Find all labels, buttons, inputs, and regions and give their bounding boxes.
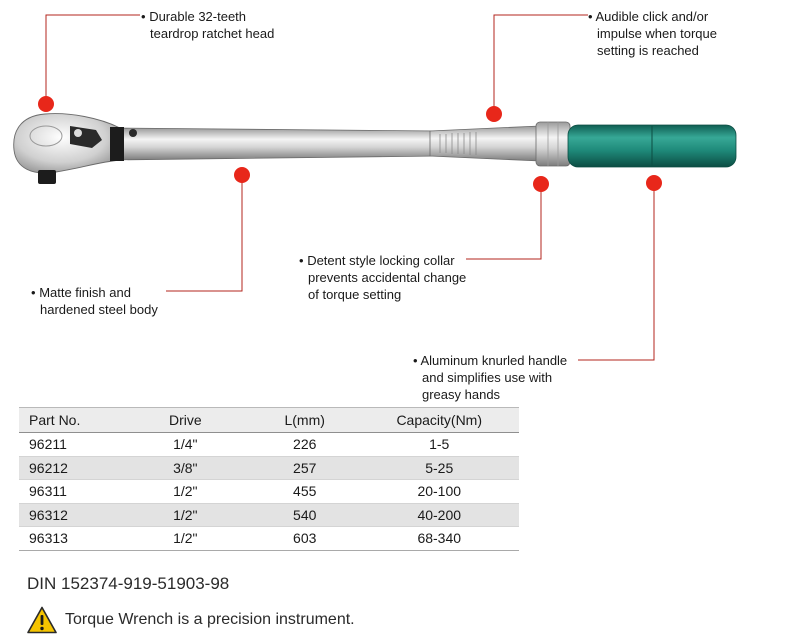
marker-audible-click (486, 106, 502, 122)
callout-line: teardrop ratchet head (150, 26, 275, 41)
header-capacity: Capacity(Nm) (396, 412, 483, 428)
callout-line: setting is reached (597, 43, 699, 58)
marker-matte-finish (234, 167, 250, 183)
header-drive: Drive (168, 412, 202, 428)
marker-ratchet-head (38, 96, 54, 112)
spec-table (19, 407, 519, 551)
warning-text: Torque Wrench is a precision instrument. (65, 611, 355, 628)
ratchet-head (14, 114, 120, 173)
header-part-no: Part No. (29, 412, 81, 428)
locking-collar (536, 122, 570, 166)
table-row (19, 503, 519, 527)
callout-line: greasy hands (422, 387, 501, 402)
bullet: • (588, 9, 593, 24)
leader-detent-collar (466, 185, 541, 259)
wrench-illustration (14, 114, 736, 184)
cell-drive: 1/2" (173, 506, 198, 523)
cell-part-no: 96311 (29, 483, 67, 500)
callout-aluminum-handle (413, 352, 567, 403)
wrench-taper (430, 126, 540, 161)
header-length: L(mm) (284, 412, 325, 428)
leader-aluminum-handle (578, 184, 654, 360)
table-row (19, 480, 519, 504)
warning-triangle-icon (27, 606, 57, 634)
cell-capacity: 68-340 (417, 530, 462, 547)
callout-line: Detent style locking collar (307, 253, 455, 268)
table-row (19, 527, 519, 551)
callout-line: Durable 32-teeth (149, 9, 247, 24)
cell-capacity: 40-200 (417, 506, 462, 523)
cell-capacity: 1-5 (429, 436, 450, 453)
cell-drive: 3/8" (173, 459, 198, 476)
table-row (19, 433, 519, 457)
callout-ratchet-head (141, 8, 274, 42)
cell-part-no: 96211 (29, 436, 67, 453)
callout-line: hardened steel body (40, 302, 158, 317)
callout-line: Matte finish and (39, 285, 131, 300)
cell-capacity: 20-100 (417, 483, 462, 500)
wrench-shaft (110, 128, 440, 160)
cell-capacity: 5-25 (425, 459, 454, 476)
cell-length: 603 (293, 530, 317, 547)
cell-drive: 1/4" (173, 436, 198, 453)
leader-audible-click (494, 15, 588, 112)
table-header-row (19, 408, 519, 433)
cell-part-no: 96212 (29, 459, 68, 476)
callout-line: of torque setting (308, 287, 402, 302)
bullet: • (31, 285, 36, 300)
cell-drive: 1/2" (173, 483, 198, 500)
callout-detent-collar (299, 252, 466, 303)
cell-length: 455 (293, 483, 317, 500)
marker-detent-collar (533, 176, 549, 192)
callout-audible-click (588, 8, 717, 59)
cell-part-no: 96313 (29, 530, 68, 547)
table-row (19, 456, 519, 480)
square-drive (38, 170, 56, 184)
cell-part-no: 96312 (29, 506, 68, 523)
bullet: • (141, 9, 146, 24)
cell-length: 540 (293, 506, 317, 523)
callout-line: Audible click and/or (595, 9, 709, 24)
callout-matte-finish (31, 284, 158, 318)
standard-code: DIN 152374-919-51903-98 (27, 574, 230, 593)
callout-line: Aluminum knurled handle (420, 353, 568, 368)
callout-line: prevents accidental change (308, 270, 467, 285)
leader-matte-finish (166, 176, 242, 291)
callout-line: and simplifies use with (422, 370, 553, 385)
cell-length: 226 (293, 436, 317, 453)
leader-ratchet-head (46, 15, 140, 104)
bullet: • (299, 253, 304, 268)
marker-aluminum-handle (646, 175, 662, 191)
warning-line (27, 606, 355, 634)
cell-length: 257 (293, 459, 317, 476)
cell-drive: 1/2" (173, 530, 198, 547)
callout-line: impulse when torque (597, 26, 717, 41)
bullet: • (413, 353, 418, 368)
